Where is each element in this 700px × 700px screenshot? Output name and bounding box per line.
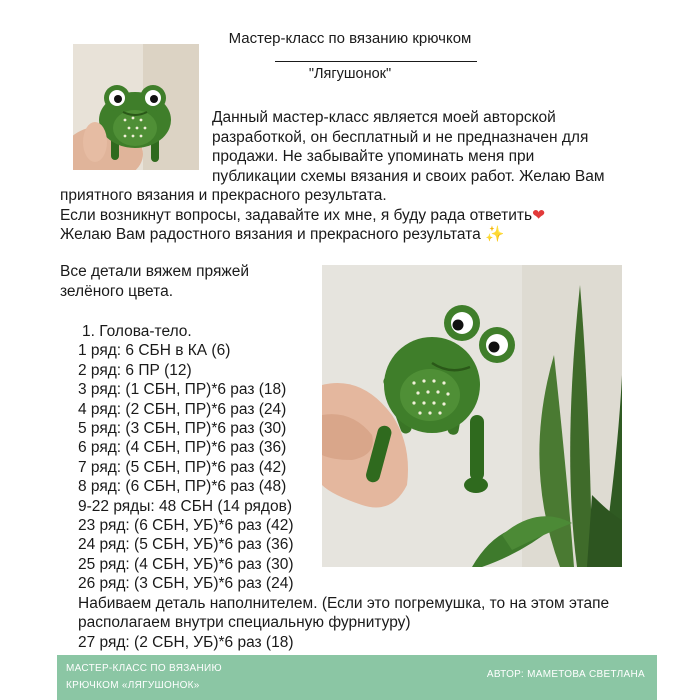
intro-line-6-wrap: [60, 206, 650, 226]
footer-author: АВТОР: МАМЕТОВА СВЕТЛАНА: [486, 669, 645, 680]
intro-line-5: приятного вязания и прекрасного результата.: [60, 187, 387, 204]
page-title: Мастер-класс по вязанию крючком: [228, 30, 472, 47]
intro-line-7: Желаю Вам радостного вязания и прекрасного результата: [60, 226, 481, 243]
intro-line-7-wrap: [60, 225, 650, 245]
pattern-rows: [78, 322, 294, 594]
footer-bar: [57, 655, 657, 700]
pattern-row: 8 ряд: (6 СБН, ПР)*6 раз (48): [78, 478, 287, 496]
intro-line-3: продажи. Не забывайте упоминать меня при: [212, 148, 535, 165]
pattern-row: 5 ряд: (3 СБН, ПР)*6 раз (30): [78, 420, 287, 438]
pattern-row: 4 ряд: (2 СБН, ПР)*6 раз (24): [78, 400, 287, 418]
pattern-row: 25 ряд: (4 СБН, УБ)*6 раз (30): [78, 555, 294, 573]
frog-photo-large: [322, 265, 622, 567]
pattern-row: 26 ряд: (3 СБН, УБ)*6 раз (24): [78, 575, 294, 593]
footer-left-line-1: МАСТЕР-КЛАСС ПО ВЯЗАНИЮ: [66, 663, 222, 674]
sparkle-icon: ✨: [485, 226, 505, 243]
title-divider: [275, 61, 477, 62]
page-subtitle: "Лягушонок": [308, 66, 392, 82]
intro-line-1: Данный мастер-класс является моей авторской: [212, 109, 556, 126]
pattern-row: 9-22 ряды: 48 СБН (14 рядов): [78, 497, 292, 515]
pattern-tail: [78, 594, 638, 652]
footer-left: [66, 660, 222, 694]
pattern-row: 1 ряд: 6 СБН в КА (6): [78, 342, 231, 360]
pattern-row: 6 ряд: (4 СБН, ПР)*6 раз (36): [78, 439, 287, 457]
intro-line-4: публикации схемы вязания и своих работ. Желаю Вам: [212, 167, 605, 185]
pattern-row: 24 ряд: (5 СБН, УБ)*6 раз (36): [78, 536, 294, 554]
stuffing-note: Набиваем деталь наполнителем. (Если это погремушка, то на этом этапе располагаем внутри специальную фурнитуру): [78, 595, 610, 632]
intro-line-6: Если возникнут вопросы, задавайте их мне, я буду рада ответить: [60, 206, 533, 224]
intro-text: [60, 108, 650, 245]
pattern-row: 23 ряд: (6 СБН, УБ)*6 раз (42): [78, 517, 294, 535]
pattern-row: 7 ряд: (5 СБН, ПР)*6 раз (42): [78, 458, 287, 476]
heart-icon: ❤: [532, 206, 546, 224]
intro-line-2: разработкой, он бесплатный и не предназначен для: [212, 128, 589, 146]
section-title: 1. Голова-тело.: [82, 323, 192, 340]
final-row: 27 ряд: (2 СБН, УБ)*6 раз (18): [78, 633, 294, 651]
footer-left-line-2: КРЮЧКОМ «ЛЯГУШОНОК»: [66, 680, 200, 691]
pattern-row: 2 ряд: 6 ПР (12): [78, 361, 192, 379]
yarn-note: Все детали вяжем пряжей зелёного цвета.: [60, 263, 250, 300]
pattern-row: 3 ряд: (1 СБН, ПР)*6 раз (18): [78, 381, 287, 399]
